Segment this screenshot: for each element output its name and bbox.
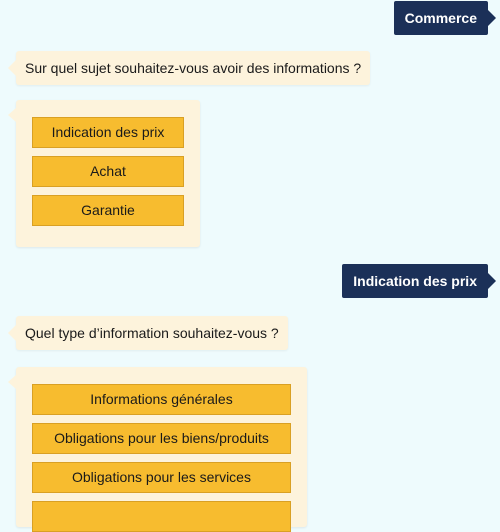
option-partial-cutoff[interactable]	[32, 501, 291, 532]
option-obligations-biens-produits[interactable]: Obligations pour les biens/produits	[32, 423, 291, 454]
option-achat[interactable]: Achat	[32, 156, 184, 187]
options-panel-info-type	[16, 367, 307, 527]
option-indication-des-prix[interactable]: Indication des prix	[32, 117, 184, 148]
user-message-text: Indication des prix	[353, 273, 477, 289]
bot-question-text: Quel type d’information souhaitez-vous ?	[25, 325, 279, 341]
user-message-indication-des-prix	[342, 264, 488, 298]
bot-question-info-type	[16, 316, 288, 350]
option-garantie[interactable]: Garantie	[32, 195, 184, 226]
bot-question-subject	[16, 51, 370, 85]
user-message-text: Commerce	[404, 10, 477, 26]
user-message-commerce	[394, 1, 488, 35]
bot-question-text: Sur quel sujet souhaitez-vous avoir des informations ?	[25, 60, 362, 76]
options-panel-subject	[16, 100, 200, 247]
option-obligations-services[interactable]: Obligations pour les services	[32, 462, 291, 493]
option-informations-generales[interactable]: Informations générales	[32, 384, 291, 415]
